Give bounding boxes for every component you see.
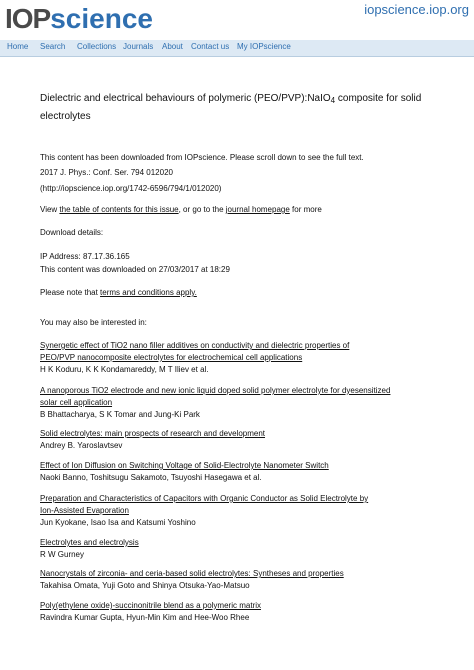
terms-link[interactable]: terms and conditions apply. <box>100 288 197 297</box>
nav-search[interactable]: Search <box>40 42 66 51</box>
view-middle: , or go to the <box>178 205 226 214</box>
toc-link[interactable]: the table of contents for this issue <box>59 205 179 214</box>
related-title[interactable]: Electrolytes and electrolysis <box>40 538 139 547</box>
related-title[interactable]: solar cell application <box>40 398 113 407</box>
related-title[interactable]: Effect of Ion Diffusion on Switching Voltage of Solid-Electrolyte Nanometer Switch <box>40 461 329 470</box>
site-url-link[interactable]: iopscience.iop.org <box>364 2 469 17</box>
related-authors: Andrey B. Yaroslavtsev <box>40 441 123 450</box>
related-title[interactable]: Nanocrystals of zirconia- and ceria-based solid electrolytes: Syntheses and properties <box>40 569 344 578</box>
logo-science-text: science <box>50 3 153 34</box>
related-title[interactable]: Solid electrolytes: main prospects of research and development <box>40 429 266 438</box>
related-authors: Ravindra Kumar Gupta, Hyun-Min Kim and Hee-Woo Rhee <box>40 613 250 622</box>
terms-line <box>40 288 197 298</box>
related-title[interactable]: Poly(ethylene oxide)-succinonitrile blend as a polymeric matrix <box>40 601 261 610</box>
related-title[interactable]: Preparation and Characteristics of Capacitors with Organic Conductor as Solid Electrolyte by <box>40 494 369 503</box>
download-details-label: Download details: <box>40 228 104 237</box>
article-title-subscript: 4 <box>330 96 336 105</box>
related-title[interactable]: Synergetic effect of TiO2 nano filler additives on conductivity and dielectric properties of <box>40 341 350 350</box>
interested-heading: You may also be interested in: <box>40 318 147 327</box>
nav-home[interactable]: Home <box>7 42 29 51</box>
related-title[interactable]: A nanoporous TiO2 electrode and new ionic liquid doped solid polymer electrolyte for dyesensitized <box>40 386 391 395</box>
nav-my-iopscience[interactable]: My IOPscience <box>237 42 291 51</box>
article-title-tail: composite for solid <box>335 93 422 104</box>
nav-about[interactable]: About <box>162 42 183 51</box>
article-title <box>40 92 421 107</box>
main-nav <box>0 40 474 57</box>
nav-journals[interactable]: Journals <box>123 42 154 51</box>
nav-contact-us[interactable]: Contact us <box>191 42 230 51</box>
site-header <box>0 0 474 40</box>
doi-url: (http://iopscience.iop.org/1742-6596/794/1/012020) <box>40 184 222 193</box>
related-authors: R W Gurney <box>40 550 85 559</box>
downloaded-on: This content was downloaded on 27/03/2017 at 18:29 <box>40 265 230 274</box>
view-prefix: View <box>40 205 60 214</box>
nav-collections[interactable]: Collections <box>77 42 117 51</box>
related-authors: B Bhattacharya, S K Tomar and Jung-Ki Park <box>40 410 200 419</box>
related-authors: Naoki Banno, Toshitsugu Sakamoto, Tsuyoshi Hasegawa et al. <box>40 473 262 482</box>
related-title[interactable]: Ion-Assisted Evaporation <box>40 506 129 515</box>
view-line <box>40 205 322 215</box>
download-note: This content has been downloaded from IOPscience. Please scroll down to see the full text. <box>40 153 364 162</box>
article-title-line2: electrolytes <box>40 111 91 122</box>
ip-address: IP Address: 87.17.36.165 <box>40 252 130 261</box>
view-suffix: for more <box>289 205 322 214</box>
related-authors: Takahisa Omata, Yuji Goto and Shinya Otsuka-Yao-Matsuo <box>40 581 250 590</box>
iopscience-logo[interactable] <box>5 2 153 36</box>
related-authors: H K Koduru, K K Kondamareddy, M T Iliev et al. <box>40 365 209 374</box>
related-title[interactable]: PEO/PVP nanocomposite electrolytes for electrochemical cell applications <box>40 353 303 362</box>
citation: 2017 J. Phys.: Conf. Ser. 794 012020 <box>40 168 173 177</box>
journal-homepage-link[interactable]: journal homepage <box>225 205 290 214</box>
related-authors: Jun Kyokane, Isao Isa and Katsumi Yoshino <box>40 518 196 527</box>
logo-iop-text: IOP <box>5 3 51 34</box>
terms-prefix: Please note that <box>40 288 101 297</box>
article-title-main: Dielectric and electrical behaviours of polymeric (PEO/PVP):NaIO <box>40 93 331 104</box>
